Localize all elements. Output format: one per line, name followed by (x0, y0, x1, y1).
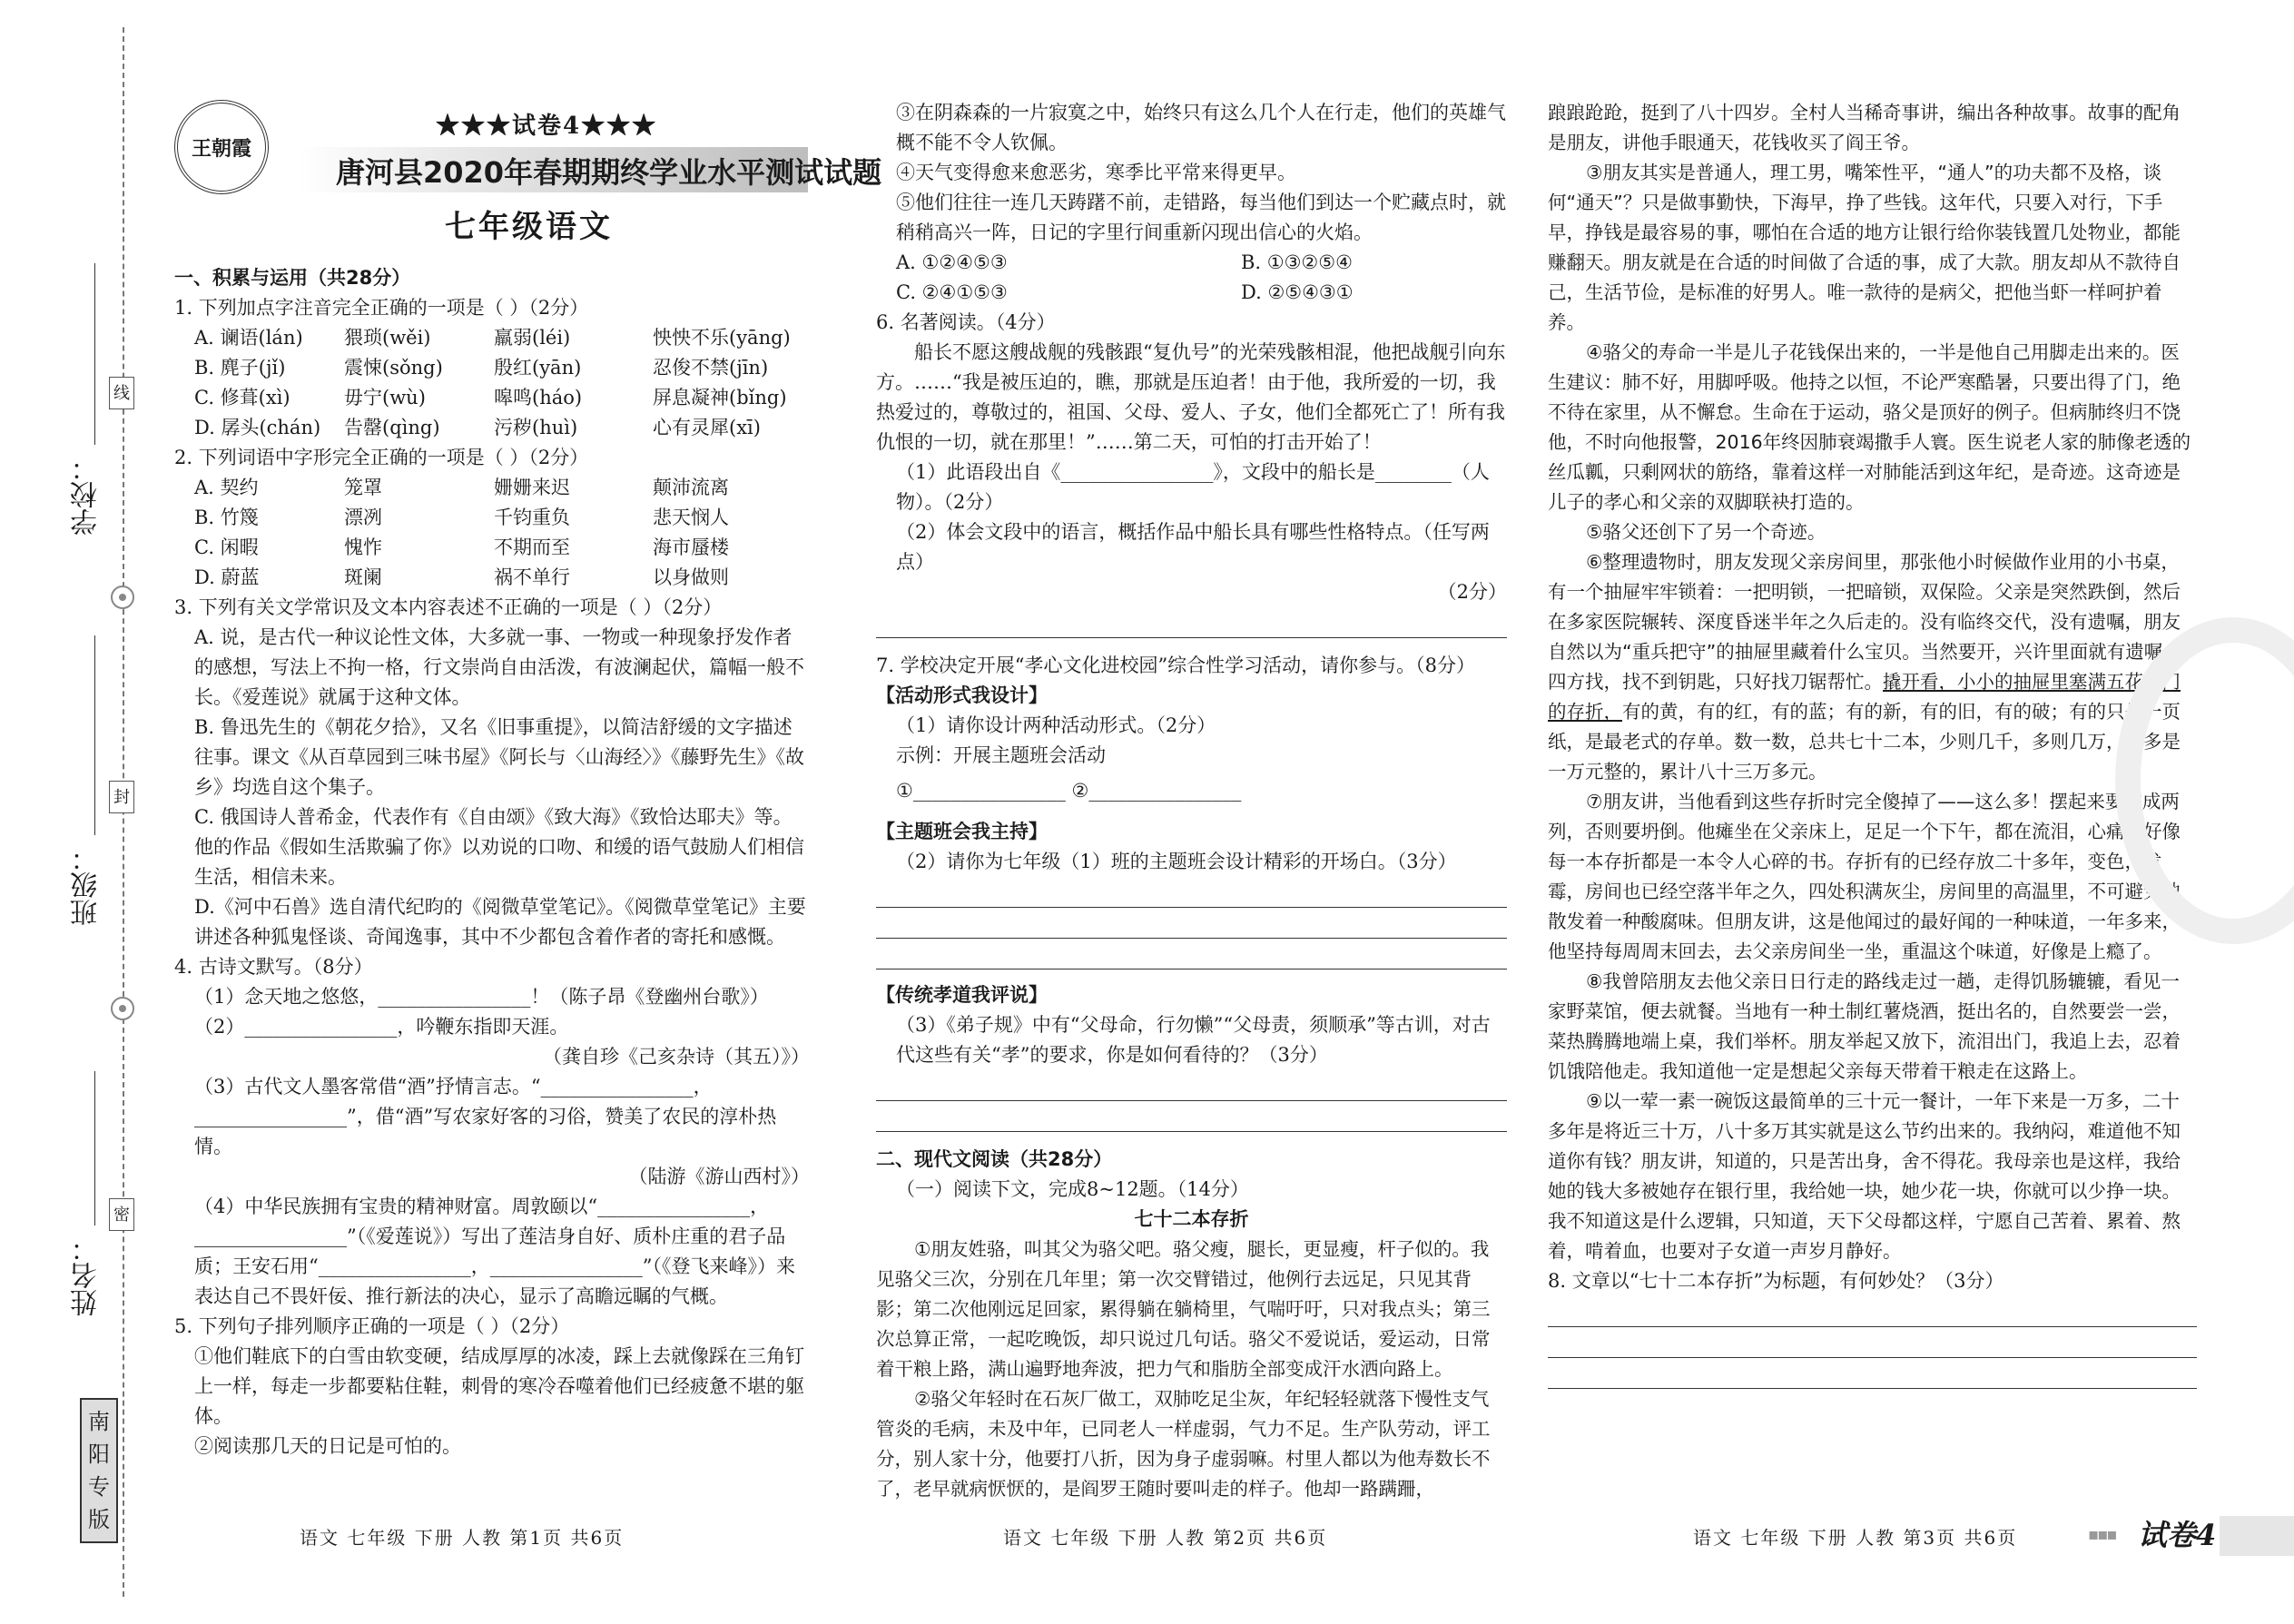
corner-tab (2220, 1516, 2294, 1556)
q7-part-heading: 【主题班会我主持】 (876, 821, 1048, 842)
q5-sentence-3: ③在阴森森的一片寂寞之中，始终只有这么几个人在行走，他们的英雄气概不能不令人钦佩。 (896, 102, 1506, 153)
answer-line[interactable] (876, 942, 1507, 969)
option-cell: 震悚(sǒng) (344, 357, 443, 379)
option-cell: D. 孱头(chán) (194, 417, 321, 438)
option-cell: 祸不单行 (494, 566, 570, 588)
option-cell: 忍俊不禁(jīn) (653, 357, 769, 379)
option-cell: 不期而至 (494, 536, 570, 558)
q4-item-4[interactable]: （4）中华民族拥有宝贵的精神财富。周敦颐以“________________，________________”（《爱莲说》）写出了莲洁身自好、质朴庄重的君子品质；王安石用“________________，________________”（《登飞来峰》）来表达自己不畏奸佞、推行新法的决心，显示了高瞻远瞩的气概。 (194, 1196, 795, 1307)
q6-excerpt: 船长不愿这艘战舰的残骸跟“复仇号”的光荣残骸相混，他把战舰引向东方。……“我是被压迫的，瞧，那就是压迫者！由于他，我所爱的一切，我热爱过的，尊敬过的，祖国、父母、爱人、子女，他们全都死亡了！所有我仇恨的一切，就在那里！”……第二天，可怕的打击开始了！ (876, 341, 1506, 453)
answer-line[interactable] (876, 1074, 1507, 1101)
option-cell: B. 竹篾 (194, 507, 259, 528)
option-cell: C. 闲暇 (194, 536, 259, 558)
option-cell: B. ①③②⑤④ (1241, 251, 1353, 273)
reading-instruction: （一）阅读下文，完成8~12题。（14分） (896, 1178, 1249, 1200)
passage-paragraph: ③朋友其实是普通人，理工男，嘴笨性平，“通人”的功夫都不及格，谈何“通天”？只是做事勤快，下海早，挣了些钱。这年代，只要入对行，下手早，挣钱是最容易的事，哪怕在合适的地方让银行给你装钱置几处物业，都能赚翻天。朋友就是在合适的时间做了合适的事，成了大款。朋友却从不款待自己，生活节俭，是标准的好男人。唯一款待的是病父，把他当虾一样呵护着养。 (1548, 162, 2181, 333)
q2-option-row (174, 503, 810, 533)
q1-option-row (174, 323, 810, 353)
q5-option-row (876, 278, 1507, 308)
page-footer: 语文 七年级 下册 人教 第2页 共6页 (1003, 1527, 1328, 1549)
option-cell: C. 修葺(xì) (194, 387, 290, 408)
q2-option-row (174, 473, 810, 503)
question-1: 1. 下列加点字注音完全正确的一项是（ ）（2分） (174, 297, 589, 319)
option-cell: 心有灵犀(xī) (653, 417, 761, 438)
page-3-column (1548, 98, 2197, 1389)
binding-hole-icon (111, 997, 134, 1020)
q7-sub-1: （1）请你设计两种活动形式。（2分） (896, 714, 1216, 736)
option-cell: 悲天悯人 (653, 507, 729, 528)
seal-mark-secret: 密 (109, 1198, 134, 1231)
q6-points: （2分） (1437, 581, 1507, 603)
class-label: 班级： (71, 844, 103, 926)
q3-option-c: C. 俄国诗人普希金，代表作有《自由颂》《致大海》《致恰达耶夫》等。他的作品《假如生活欺骗了你》以劝说的口吻、和缓的语气鼓励人们相信生活，相信未来。 (194, 806, 804, 888)
q4-item-1[interactable]: （1）念天地之悠悠，________________！（陈子昂《登幽州台歌》） (194, 986, 769, 1008)
passage-title: 七十二本存折 (1134, 1208, 1249, 1230)
passage-paragraph: ①朋友姓骆，叫其父为骆父吧。骆父瘦，腿长，更显瘦，杆子似的。我见骆父三次，分别在几年里；第一次交臂错过，他例行去远足，只见其背影；第二次他刚远足回家，累得躺在躺椅里，气喘吁吁，只对我点头；第三次总算正常，一起吃晚饭，却只说过几句话。骆父不爱说话，爱运动，日常着干粮上路，满山遍野地奔波，把力气和脂肪全部变成汗水洒向路上。 (876, 1238, 1491, 1380)
option-cell: 愧怍 (344, 536, 382, 558)
q5-sentence-5: ⑤他们往往一连几天踌躇不前，走错路，每当他们到达一个贮藏点时，就稍稍高兴一阵，日记的字里行间重新闪现出信心的火焰。 (896, 192, 1506, 243)
option-cell: A. ①②④⑤③ (896, 251, 1008, 273)
q4-item-3[interactable]: （3）古代文人墨客常借“酒”抒情言志。“________________，________________”，借“酒”写农家好客的习俗，赞美了农民的淳朴热情。 (194, 1076, 777, 1157)
option-cell: 毋宁(wù) (344, 387, 426, 408)
q3-option-b: B. 鲁迅先生的《朝花夕拾》，又名《旧事重提》，以简洁舒缓的文字描述往事。课文《从百草园到三味书屋》《阿长与〈山海经〉》《藤野先生》《故乡》均选自这个集子。 (194, 716, 804, 798)
passage-text: ⑥整理遗物时，朋友发现父亲房间里，那张他小时候做作业用的小书桌，有一个抽屉牢牢锁着：一把明锁，一把暗锁，双保险。父亲是突然跌倒，然后在多家医院辗转、深度昏迷半年之久后走的。没有临终交代，没有遗嘱，朋友自然以为“重兵把守”的抽屉里藏着什么宝贝。当然要开，兴许里面就有遗嘱。四方找，找不到钥匙，只好找刀锯帮忙。 (1548, 551, 2181, 693)
option-cell: 告罄(qìng) (344, 417, 440, 438)
passage-paragraph: ②骆父年轻时在石灰厂做工，双肺吃足尘灰，年纪轻轻就落下慢性支气管炎的毛病，未及中年，已同老人一样虚弱，气力不足。生产队劳动，评工分，别人家十分，他要打八折，因为身子虚弱嘛。村里人都以为他寿数长不了，老早就病恹恹的，是阎罗王随时要叫走的样子。他却一路蹒跚， (876, 1388, 1491, 1500)
option-cell: 殷红(yān) (494, 357, 582, 379)
q4-item-2[interactable]: （2）________________，吟鞭东指即天涯。 (194, 1016, 569, 1038)
question-2: 2. 下列词语中字形完全正确的一项是（ ）（2分） (174, 447, 589, 468)
passage-paragraph (1548, 547, 2197, 787)
name-field[interactable] (94, 1071, 95, 1225)
answer-line[interactable] (1548, 1362, 2197, 1389)
option-cell: 漂冽 (344, 507, 382, 528)
question-4: 4. 古诗文默写。（8分） (174, 956, 373, 978)
q7-answer-blanks[interactable]: ①________________ ②________________ (896, 780, 1242, 802)
q7-sub-3: （3）《弟子规》中有“父母命，行勿懒”“父母责，须顺承”等古训，对古代这些有关“孝”的要求，你是如何看待的？（3分） (896, 1014, 1491, 1066)
question-8: 8. 文章以“七十二本存折”为标题，有何妙处？（3分） (1548, 1270, 2004, 1292)
binding-hole-icon (111, 586, 134, 609)
seal-mark-seal: 封 (109, 781, 134, 813)
passage-paragraph: 踉踉跄跄，挺到了八十四岁。全村人当稀奇事讲，编出各种故事。故事的配角是朋友，讲他手眼通天，花钱收买了阎王爷。 (1548, 102, 2181, 153)
q4-source: （陆游《游山西村》） (628, 1166, 810, 1187)
q4-source: （龚自珍《己亥杂诗（其五）》） (543, 1046, 810, 1068)
exam-title: 唐河县2020年春期期终学业水平测试试题 (336, 155, 882, 190)
seal-mark-line: 线 (109, 377, 134, 409)
subject-title: 七年级语文 (445, 209, 613, 245)
section-heading: 二、现代文阅读（共28分） (876, 1148, 1113, 1170)
page-footer: 语文 七年级 下册 人教 第1页 共6页 (300, 1527, 625, 1549)
q5-sentence-2: ②阅读那几天的日记是可怕的。 (194, 1435, 461, 1457)
underlined-sentence: 撬开看，小小的抽屉里塞满五花八门的存折， (1548, 671, 2181, 723)
option-cell: 以身做则 (653, 566, 729, 588)
q1-option-row (174, 383, 810, 413)
q2-option-row (174, 563, 810, 593)
option-cell: A. 谰语(lán) (194, 327, 303, 349)
q5-option-row (876, 248, 1507, 278)
question-5: 5. 下列句子排列顺序正确的一项是（ ）（2分） (174, 1315, 570, 1337)
exam-header (163, 100, 882, 259)
q1-option-row (174, 353, 810, 383)
option-cell: D. ②⑤④③① (1241, 281, 1354, 303)
passage-text: 有的黄，有的红，有的蓝；有的新，有的旧，有的破；有的只是一页纸，是最老式的存单。数一数，总共七十二本，少则几千，多则几万，大多是一万元整的，累计八十三万多元。 (1548, 701, 2181, 782)
option-cell: 猥琐(wěi) (344, 327, 431, 349)
brand-logo: 王朝霞 (174, 100, 269, 194)
q6-sub-1[interactable]: （1）此语段出自《________________》，文段中的船长是________（人物）。（2分） (896, 461, 1490, 513)
q7-example: 示例：开展主题班会活动 (896, 744, 1106, 766)
edition-badge: 南阳专版 (80, 1398, 118, 1543)
q2-option-row (174, 533, 810, 563)
answer-line[interactable] (1548, 1331, 2197, 1358)
option-cell: 姗姗来迟 (494, 477, 570, 498)
answer-line[interactable] (876, 1105, 1507, 1132)
q5-sentence-1: ①他们鞋底下的白雪由软变硬，结成厚厚的冰凌，踩上去就像踩在三角钉上一样，每走一步都要粘住鞋，刺骨的寒冷吞噬着他们已经疲惫不堪的躯体。 (194, 1345, 804, 1427)
binding-margin (0, 0, 136, 1624)
answer-line[interactable] (1548, 1300, 2197, 1327)
option-cell: 千钧重负 (494, 507, 570, 528)
q3-option-a: A. 说，是古代一种议论性文体，大多就一事、一物或一种现象抒发作者的感想，写法上不拘一格，行文崇尚自由活泼，有波澜起伏，篇幅一般不长。《爱莲说》就属于这种文体。 (194, 626, 804, 708)
answer-line[interactable] (876, 881, 1507, 908)
passage-paragraph: ④骆父的寿命一半是儿子花钱保出来的，一半是他自己用脚走出来的。医生建议：肺不好，用脚呼吸。他持之以恒，不论严寒酷暑，只要出得了门，绝不待在家里，从不懈怠。生命在于运动，骆父是顶好的例子。但病肺终归不饶他，不时向他报警，2016年终因肺衰竭撒手人寰。医生说老人家的肺像老透的丝瓜瓤，只剩网状的筋络，靠着这样一对肺能活到这年纪，是奇迹。这奇迹是儿子的孝心和父亲的双脚联袂打造的。 (1548, 341, 2191, 513)
page-2-column (876, 98, 1507, 1504)
option-cell: 屏息凝神(bǐng) (653, 387, 787, 408)
page-1-column (174, 263, 810, 1462)
option-cell: 颠沛流离 (653, 477, 729, 498)
q7-part-heading: 【传统孝道我评说】 (876, 984, 1048, 1006)
paper-number-bottom: 试卷4 (2138, 1518, 2217, 1552)
option-cell: C. ②④①⑤③ (896, 281, 1008, 303)
option-cell: 斑阑 (344, 566, 382, 588)
option-cell: 笼罩 (344, 477, 382, 498)
option-cell: D. 蔚蓝 (194, 566, 260, 588)
answer-line[interactable] (876, 611, 1507, 638)
question-7: 7. 学校决定开展“孝心文化进校园”综合性学习活动，请你参与。（8分） (876, 655, 1476, 676)
option-cell: A. 契约 (194, 477, 259, 498)
passage-paragraph: ⑨以一荤一素一碗饭这最简单的三十元一餐计，一年下来是一万多，二十多年是将近三十万，八十多万其实就是这么节约出来的。我纳闷，难道他不知道你有钱？朋友讲，知道的，只是苦出身，舍不得花。我母亲也是这样，我给她的钱大多被她存在银行里，我给她一块，她少花一块，你就可以少挣一块。我不知道这是什么逻辑，只知道，天下父母都这样，宁愿自己苦着、累着、熬着，啃着血，也要对子女道一声岁月静好。 (1548, 1090, 2181, 1262)
question-6: 6. 名著阅读。（4分） (876, 311, 1056, 333)
option-cell: 嗥鸣(háo) (494, 387, 583, 408)
q5-sentence-4: ④天气变得愈来愈恶劣，寒季比平常来得更早。 (896, 162, 1296, 183)
q1-option-row (174, 413, 810, 443)
option-cell: 污秽(huì) (494, 417, 578, 438)
section-heading: 一、积累与运用（共28分） (174, 267, 411, 289)
class-field[interactable] (94, 635, 95, 835)
q3-option-d: D.《河中石兽》选自清代纪昀的《阅微草堂笔记》。《阅微草堂笔记》主要讲述各种狐鬼怪谈、奇闻逸事，其中不少都包含着作者的寄托和感慨。 (194, 896, 806, 948)
option-cell: 羸弱(léi) (494, 327, 571, 349)
q7-part-heading: 【活动形式我设计】 (876, 684, 1048, 706)
name-label: 姓名： (71, 1235, 103, 1316)
dots-decoration: ▪▪▪ (2088, 1525, 2116, 1544)
option-cell: 怏怏不乐(yāng) (653, 327, 791, 349)
q7-sub-2: （2）请你为七年级（1）班的主题班会设计精彩的开场白。（3分） (896, 851, 1457, 872)
question-3: 3. 下列有关文学常识及文本内容表述不正确的一项是（ ）（2分） (174, 596, 723, 618)
paper-number-tag: ★★★试卷4★★★ (436, 113, 658, 140)
school-field[interactable] (94, 263, 95, 445)
q6-sub-2: （2）体会文段中的语言，概括作品中船长具有哪些性格特点。（任写两点） (896, 521, 1490, 573)
passage-paragraph: ⑤骆父还创下了另一个奇迹。 (1586, 521, 1826, 543)
passage-paragraph: ⑧我曾陪朋友去他父亲日日行走的路线走过一趟，走得饥肠辘辘，看见一家野菜馆，便去就餐。当地有一种土制红薯烧酒，挺出名的，自然要尝一尝，菜热腾腾地端上桌，我们举杯。朋友举起又放下，流泪出门，我追上去，忍着饥饿陪他走。我知道他一定是想起父亲每天带着干粮走在这路上。 (1548, 970, 2181, 1082)
answer-line[interactable] (876, 911, 1507, 939)
school-label: 学校： (71, 454, 103, 536)
option-cell: 海市蜃楼 (653, 536, 729, 558)
page-footer: 语文 七年级 下册 人教 第3页 共6页 (1693, 1527, 2018, 1549)
option-cell: B. 麂子(jǐ) (194, 357, 286, 379)
passage-paragraph: ⑦朋友讲，当他看到这些存折时完全傻掉了——这么多！摆起来要堆成两列，否则要坍倒。他瘫坐在父亲床上，足足一个下午，都在流泪，心痛，好像每一本存折都是一本令人心碎的书。存折有的已经存放二十多年，变色，发霉，房间也已经空落半年之久，四处积满灰尘，房间里的高温里，不可避免地散发着一种酸腐味。但朋友讲，这是他闻过的最好闻的一种味道，一年多来，他坚持每周周末回去，去父亲房间坐一坐，重温这个味道，好像是上瘾了。 (1548, 791, 2181, 962)
